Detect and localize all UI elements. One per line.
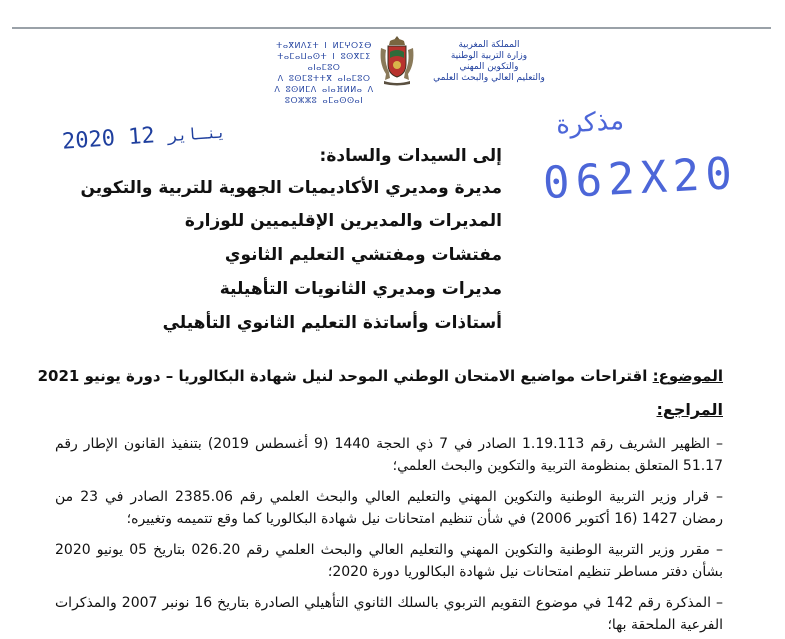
tifinagh-line: ⵜⴰⵎⴰⵡⴰⵙⵜ ⵏ ⵓⵙⴳⵎⵉ ⴰⵏⴰⵎⵓⵔ [277,52,371,72]
letterhead-arabic [429,40,549,84]
stamp-memo-word: مذكرة [555,105,625,141]
letterhead-tifinagh [268,40,380,106]
tifinagh-line: ⵜⴰⴳⵍⴷⵉⵜ ⵏ ⵍⵎⵖⵔⵉⴱ [276,41,372,50]
date-month: ينـاير [167,122,227,146]
ministry-line: والتعليم العالي والبحث العلمي [433,73,545,83]
ministry-line: والتكوين المهني [459,62,519,72]
addressee-line: المديرات والمديرين الإقليميين للوزارة [184,211,502,231]
addressee-line: أستاذات وأساتذة التعليم الثانوي التأهيلي [162,313,502,333]
reference-item: – المذكرة رقم 142 في موضوع التقويم التربوي بالسلك الثانوي التأهيلي الصادرة بتاريخ 16 نونبر 2007 والمذكرات الفرعية الملحقة بها؛ [55,595,724,633]
header-rule [12,27,771,29]
reference-item: – مقرر وزير التربية الوطنية والتكوين المهني والتعليم العالي والبحث العلمي رقم 026.20 بتاريخ 05 يونيو 2020 بشأن دفتر مساطر تنظيم امتحانات نيل شهادة البكالوريا دورة 2020؛ [55,542,723,580]
reference-item: – الظهير الشريف رقم 1.19.113 الصادر في 7 ذي الحجة 1440 (9 أغسطس 2019) بتنفيذ القانون الإطار رقم 51.17 المتعلق بمنظومة التربية والتكوين والبحث العلمي؛ [55,436,724,474]
addressees-heading: إلى السيدات والسادة: [319,146,502,166]
reference-item: – قرار وزير التربية الوطنية والتكوين المهني والتعليم العالي والبحث العلمي رقم 2385.06 الصادر في 23 من رمضان 1427 (16 أكتوبر 2006) في شأن تنظيم امتحانات نيل شهادة البكالوريا كما وقع تتميمه وتغييره؛ [55,489,724,527]
addressee-line: مديرة ومديري الأكاديميات الجهوية للتربية والتكوين [80,178,502,198]
tifinagh-line: ⴷ ⵓⵙⵎⵓⵜⵜⴳ ⴰⵏⴰⵎⵓⵔ [277,74,371,83]
subject-line [38,367,723,385]
handwritten-date [61,118,226,154]
addressee-line: مفتشات ومفتشي التعليم الثانوي [224,245,502,265]
tifinagh-line: ⴷ ⵓⵙⵍⵎⴷ ⴰⵏⴰⴼⵍⵍⴰ ⴷ ⵓⵔⵣⵣⵓ ⴰⵎⴰⵙⵙⴰⵏ [274,85,374,105]
subject-label: الموضوع: [652,367,723,385]
subject-text: اقتراحات مواضيع الامتحان الوطني الموحد لنيل شهادة البكالوريا – دورة يونيو 2021 [37,367,653,385]
ministry-line: وزارة التربية الوطنية [450,51,528,61]
stamp-memo-number: 062X20 [541,147,740,210]
date-year: 2020 [61,126,116,155]
coat-of-arms-icon [376,34,418,86]
ministry-line: المملكة المغربية [458,40,520,50]
references-title: المراجع: [656,400,723,419]
date-day: 12 [127,123,156,151]
addressee-line: مديرات ومديري الثانويات التأهيلية [219,279,502,299]
letterhead [0,34,785,104]
